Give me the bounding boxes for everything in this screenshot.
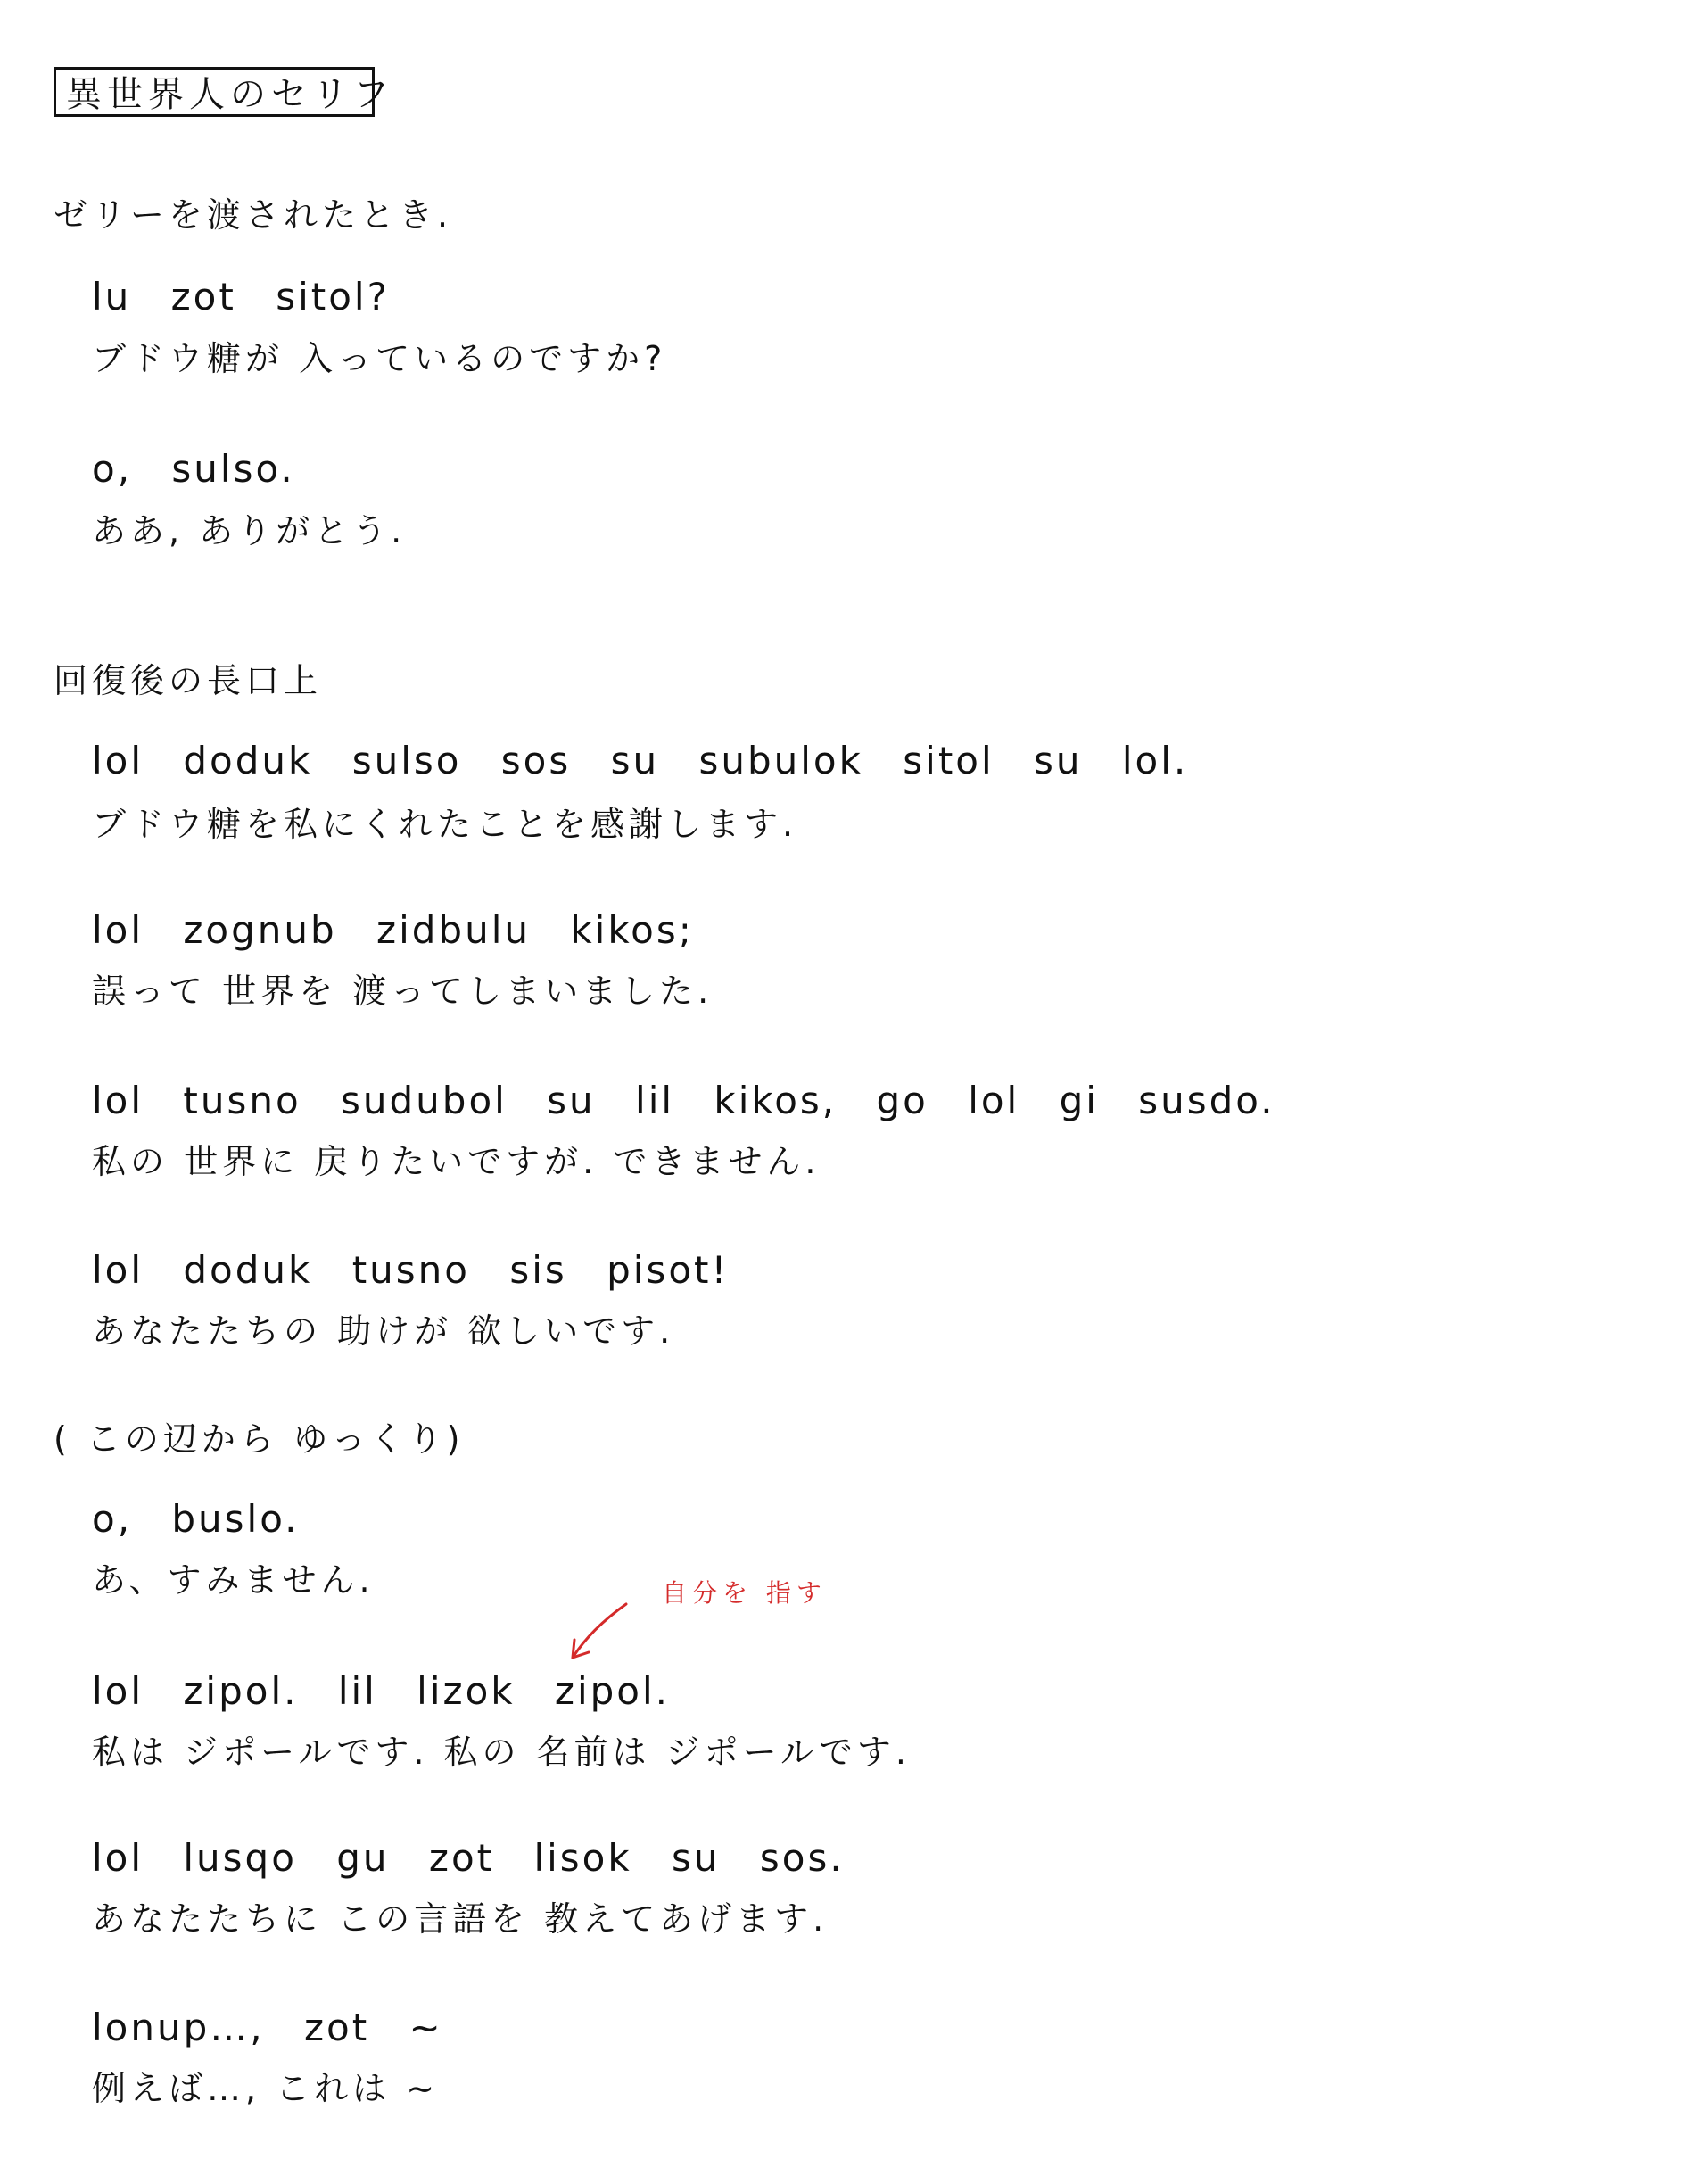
japanese-line: 誤って 世界を 渡ってしまいました.	[92, 972, 714, 1011]
conlang-line: lol doduk tusno sis pisot!	[92, 1248, 730, 1292]
section-heading-speech: 回復後の長口上	[54, 661, 323, 700]
annotation-note: 自分を 指す	[662, 1578, 827, 1608]
japanese-line: ブドウ糖を私にくれたことを感謝します.	[92, 805, 798, 844]
japanese-line: あ、すみません.	[92, 1560, 375, 1600]
conlang-line: lu zot sitol?	[92, 275, 390, 318]
conlang-line: lonup…, zot ~	[92, 2006, 443, 2049]
conlang-line: lol tusno sudubol su lil kikos, go lol gi susdo.	[92, 1079, 1275, 1122]
japanese-line: ブドウ糖が 入っているのですか?	[92, 339, 667, 378]
japanese-line: ああ, ありがとう.	[92, 511, 407, 550]
annotation-arrow-icon	[562, 1597, 633, 1668]
conlang-line: lol doduk sulso sos su subulok sitol su lol.	[92, 739, 1189, 782]
conlang-line: o, buslo.	[92, 1497, 300, 1541]
japanese-line: 私は ジポールです. 私の 名前は ジポールです.	[92, 1733, 911, 1772]
section-heading-jelly: ゼリーを渡されたとき.	[54, 195, 453, 235]
japanese-line: あなたたちに この言語を 教えてあげます.	[92, 1899, 829, 1939]
conlang-line: lol zipol. lil lizok zipol.	[92, 1669, 671, 1713]
japanese-line: あなたたちの 助けが 欲しいです.	[92, 1311, 675, 1351]
conlang-line: lol zognub zidbulu kikos;	[92, 908, 694, 952]
conlang-line: lol lusqo gu zot lisok su sos.	[92, 1836, 845, 1880]
section-heading-slowly: ( この辺から ゆっくり)	[54, 1419, 465, 1459]
japanese-line: 私の 世界に 戻りたいですが. できません.	[92, 1142, 821, 1181]
conlang-line: o, sulso.	[92, 447, 295, 491]
page-title: 異世界人のセリフ	[66, 74, 394, 115]
japanese-line: 例えば…, これは ~	[92, 2069, 440, 2108]
